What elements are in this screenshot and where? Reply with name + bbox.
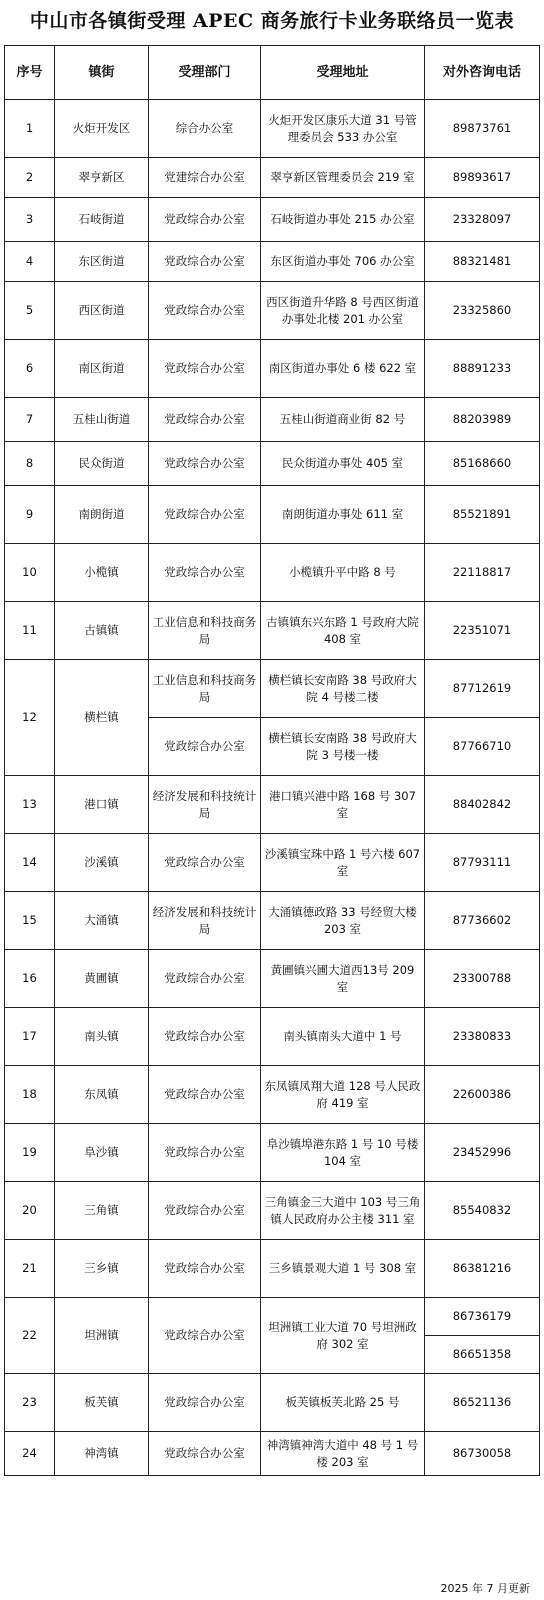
row-number: 18 [5,1066,55,1124]
town-name: 古镇镇 [55,602,149,660]
row-number: 6 [5,340,55,398]
town-name: 五桂山街道 [55,398,149,442]
phone: 88402842 [425,776,540,834]
town-name: 西区街道 [55,282,149,340]
town-name: 阜沙镇 [55,1124,149,1182]
phone: 22600386 [425,1066,540,1124]
town-name: 火炬开发区 [55,100,149,158]
row-number: 12 [5,660,55,776]
address: 西区街道升华路 8 号西区街道办事处北楼 201 办公室 [261,282,425,340]
phone: 87712619 [425,660,540,718]
address: 港口镇兴港中路 168 号 307 室 [261,776,425,834]
table-row [5,282,540,340]
address: 东区街道办事处 706 办公室 [261,242,425,282]
table-row [5,544,540,602]
row-number: 16 [5,950,55,1008]
phone: 23300788 [425,950,540,1008]
town-name: 南区街道 [55,340,149,398]
phone: 23452996 [425,1124,540,1182]
phone: 88891233 [425,340,540,398]
department: 综合办公室 [149,100,261,158]
town-name: 坦洲镇 [55,1298,149,1374]
table-row [5,834,540,892]
row-number: 10 [5,544,55,602]
row-number: 14 [5,834,55,892]
header-phone: 对外咨询电话 [425,46,540,100]
phone: 89893617 [425,158,540,198]
address: 板芙镇板芙北路 25 号 [261,1374,425,1432]
table-row [5,442,540,486]
phone: 22351071 [425,602,540,660]
table-row [5,602,540,660]
town-name: 东凤镇 [55,1066,149,1124]
row-number: 22 [5,1298,55,1374]
liaison-table [4,45,540,1476]
town-name: 三乡镇 [55,1240,149,1298]
address: 东凤镇凤翔大道 128 号人民政府 419 室 [261,1066,425,1124]
table-row [5,1066,540,1124]
department: 党政综合办公室 [149,282,261,340]
table-row [5,1374,540,1432]
phone: 86651358 [425,1336,540,1374]
phone: 85521891 [425,486,540,544]
address: 横栏镇长安南路 38 号政府大院 3 号楼一楼 [261,718,425,776]
phone: 86736179 [425,1298,540,1336]
row-number: 23 [5,1374,55,1432]
row-number: 15 [5,892,55,950]
department: 党政综合办公室 [149,1182,261,1240]
town-name: 板芙镇 [55,1374,149,1432]
department: 工业信息和科技商务局 [149,602,261,660]
town-name: 东区街道 [55,242,149,282]
row-number: 2 [5,158,55,198]
department: 党政综合办公室 [149,486,261,544]
town-name: 黄圃镇 [55,950,149,1008]
department: 党政综合办公室 [149,1240,261,1298]
phone: 86730058 [425,1432,540,1476]
department: 经济发展和科技统计局 [149,892,261,950]
address: 南区街道办事处 6 楼 622 室 [261,340,425,398]
table-header-row [5,46,540,100]
address: 黄圃镇兴圃大道西13号 209 室 [261,950,425,1008]
department: 党政综合办公室 [149,834,261,892]
town-name: 三角镇 [55,1182,149,1240]
town-name: 横栏镇 [55,660,149,776]
row-number: 24 [5,1432,55,1476]
row-number: 3 [5,198,55,242]
row-number: 21 [5,1240,55,1298]
address: 阜沙镇埠港东路 1 号 10 号楼 104 室 [261,1124,425,1182]
table-row [5,660,540,718]
department: 党政综合办公室 [149,544,261,602]
department: 党政综合办公室 [149,442,261,486]
phone: 86521136 [425,1374,540,1432]
table-row [5,892,540,950]
row-number: 17 [5,1008,55,1066]
phone: 23325860 [425,282,540,340]
phone: 87793111 [425,834,540,892]
phone: 23380833 [425,1008,540,1066]
table-row [5,242,540,282]
address: 古镇镇东兴东路 1 号政府大院 408 室 [261,602,425,660]
department: 党政综合办公室 [149,1432,261,1476]
table-row [5,1008,540,1066]
town-name: 南朗街道 [55,486,149,544]
table-row [5,158,540,198]
row-number: 19 [5,1124,55,1182]
address: 横栏镇长安南路 38 号政府大院 4 号楼二楼 [261,660,425,718]
phone: 87766710 [425,718,540,776]
town-name: 民众街道 [55,442,149,486]
address: 三乡镇景观大道 1 号 308 室 [261,1240,425,1298]
department: 党政综合办公室 [149,198,261,242]
department: 工业信息和科技商务局 [149,660,261,718]
phone: 86381216 [425,1240,540,1298]
row-number: 8 [5,442,55,486]
header-address: 受理地址 [261,46,425,100]
address: 南朗街道办事处 611 室 [261,486,425,544]
address: 三角镇金三大道中 103 号三角镇人民政府办公主楼 311 室 [261,1182,425,1240]
table-row [5,1182,540,1240]
address: 大涌镇德政路 33 号经贸大楼 203 室 [261,892,425,950]
town-name: 南头镇 [55,1008,149,1066]
address: 坦洲镇工业大道 70 号坦洲政府 302 室 [261,1298,425,1374]
header-no: 序号 [5,46,55,100]
header-town: 镇街 [55,46,149,100]
row-number: 5 [5,282,55,340]
address: 五桂山街道商业街 82 号 [261,398,425,442]
department: 党政综合办公室 [149,950,261,1008]
phone: 88321481 [425,242,540,282]
table-row [5,398,540,442]
department: 经济发展和科技统计局 [149,776,261,834]
department: 党建综合办公室 [149,158,261,198]
row-number: 1 [5,100,55,158]
header-dept: 受理部门 [149,46,261,100]
phone: 85168660 [425,442,540,486]
table-row [5,776,540,834]
table-row [5,486,540,544]
phone: 89873761 [425,100,540,158]
row-number: 13 [5,776,55,834]
town-name: 石岐街道 [55,198,149,242]
town-name: 翠亨新区 [55,158,149,198]
table-body [5,100,540,1476]
address: 民众街道办事处 405 室 [261,442,425,486]
department: 党政综合办公室 [149,340,261,398]
row-number: 7 [5,398,55,442]
address: 小榄镇升平中路 8 号 [261,544,425,602]
address: 火炬开发区康乐大道 31 号管理委员会 533 办公室 [261,100,425,158]
town-name: 小榄镇 [55,544,149,602]
table-row [5,1298,540,1336]
row-number: 11 [5,602,55,660]
phone: 23328097 [425,198,540,242]
phone: 85540832 [425,1182,540,1240]
town-name: 神湾镇 [55,1432,149,1476]
department: 党政综合办公室 [149,1066,261,1124]
table-row [5,340,540,398]
row-number: 20 [5,1182,55,1240]
address: 南头镇南头大道中 1 号 [261,1008,425,1066]
row-number: 4 [5,242,55,282]
town-name: 大涌镇 [55,892,149,950]
department: 党政综合办公室 [149,1008,261,1066]
department: 党政综合办公室 [149,1124,261,1182]
address: 翠亨新区管理委员会 219 室 [261,158,425,198]
phone: 22118817 [425,544,540,602]
department: 党政综合办公室 [149,1374,261,1432]
department: 党政综合办公室 [149,242,261,282]
table-row [5,1432,540,1476]
address: 沙溪镇宝珠中路 1 号六楼 607 室 [261,834,425,892]
table-row [5,1124,540,1182]
table-row [5,950,540,1008]
update-note: 2025 年 7 月更新 [440,1582,530,1595]
department: 党政综合办公室 [149,718,261,776]
town-name: 沙溪镇 [55,834,149,892]
town-name: 港口镇 [55,776,149,834]
phone: 87736602 [425,892,540,950]
row-number: 9 [5,486,55,544]
table-row [5,1240,540,1298]
phone: 88203989 [425,398,540,442]
department: 党政综合办公室 [149,1298,261,1374]
table-row [5,198,540,242]
address: 神湾镇神湾大道中 48 号 1 号楼 203 室 [261,1432,425,1476]
department: 党政综合办公室 [149,398,261,442]
address: 石岐街道办事处 215 办公室 [261,198,425,242]
table-row [5,100,540,158]
page-title: 中山市各镇街受理 APEC 商务旅行卡业务联络员一览表 [29,10,515,32]
